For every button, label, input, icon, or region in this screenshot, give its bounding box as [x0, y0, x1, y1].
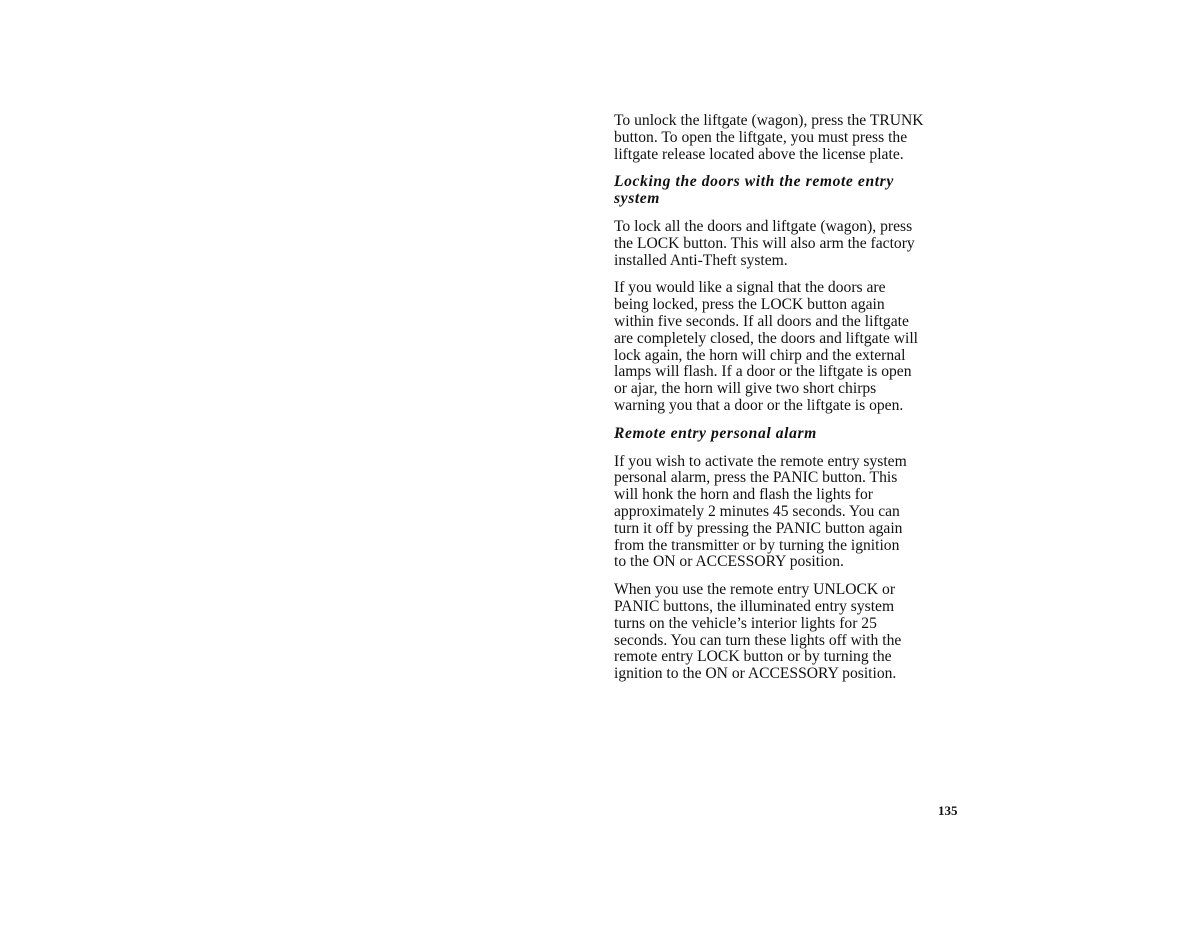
page-number: 135 — [938, 803, 958, 818]
paragraph-lock-signal: If you would like a signal that the doors are being locked, press the LOCK button again within five seconds. If all doors and the liftgate are completely closed, the doors and liftgate will lock again, the horn will chirp and the external lamps will flash. If a door or the liftgate is open or ajar, the horn will give two short chirps warning you that a door or the liftgate is open. — [614, 279, 918, 414]
paragraph-lock-doors: To lock all the doors and liftgate (wagon), press the LOCK button. This will also arm the factory installed Anti-Theft system. — [614, 217, 915, 269]
heading-personal-alarm: Remote entry personal alarm — [614, 424, 817, 442]
text-column — [614, 113, 964, 694]
paragraph-panic-alarm: If you wish to activate the remote entry system personal alarm, press the PANIC button. This will honk the horn and flash the lights for approximately 2 minutes 45 seconds. You can turn it off by pressing the PANIC button again from the transmitter or by turning the ignition to the ON or ACCESSORY position. — [614, 452, 907, 571]
paragraph-illuminated-entry: When you use the remote entry UNLOCK or PANIC buttons, the illuminated entry system turns on the vehicle’s interior lights for 25 seconds. You can turn these lights off with the remote entry LOCK button or by turning the ignition to the ON or ACCESSORY position. — [614, 581, 902, 683]
paragraph-liftgate-unlock: To unlock the liftgate (wagon), press the TRUNK button. To open the liftgate, you must press the liftgate release located above the license plate. — [614, 112, 924, 163]
heading-locking-doors: Locking the doors with the remote entry system — [614, 173, 894, 208]
